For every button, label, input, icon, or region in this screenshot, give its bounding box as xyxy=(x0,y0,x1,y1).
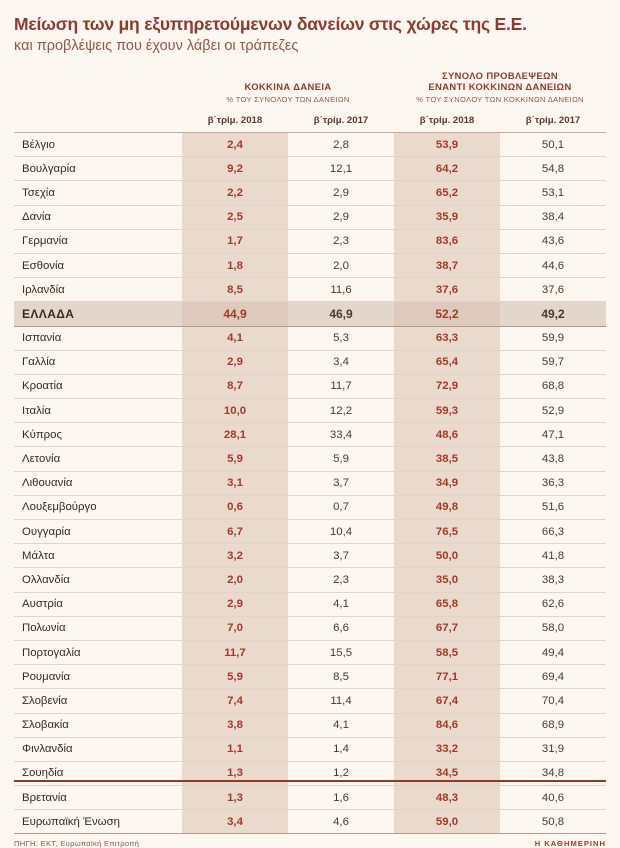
cell-prov-2017: 54,8 xyxy=(500,157,606,181)
cell-prov-2018: 49,8 xyxy=(394,495,500,519)
cell-npl-2017: 8,5 xyxy=(288,665,394,689)
cell-prov-2017: 52,9 xyxy=(500,399,606,423)
cell-npl-2018: 2,2 xyxy=(182,181,288,205)
cell-prov-2017: 59,7 xyxy=(500,350,606,374)
group-title-npl: ΚΟΚΚΙΝΑ ΔΑΝΕΙΑ xyxy=(244,81,332,93)
cell-prov-2018: 67,4 xyxy=(394,689,500,713)
column-header-prov-2018: β΄τρίμ. 2018 xyxy=(394,111,500,133)
cell-prov-2018: 33,2 xyxy=(394,737,500,761)
cell-npl-2018: 4,1 xyxy=(182,326,288,350)
cell-country: Σλοβενία xyxy=(14,689,182,713)
cell-prov-2017: 70,4 xyxy=(500,689,606,713)
group-header-row xyxy=(14,62,606,112)
cell-prov-2017: 53,1 xyxy=(500,181,606,205)
cell-country: Λουξεμβούργο xyxy=(14,495,182,519)
cell-prov-2017: 51,6 xyxy=(500,495,606,519)
cell-npl-2017: 4,6 xyxy=(288,810,394,834)
cell-country: Ευρωπαϊκή Ένωση xyxy=(14,810,182,834)
cell-prov-2017: 40,6 xyxy=(500,786,606,810)
cell-prov-2017: 68,8 xyxy=(500,374,606,398)
cell-npl-2017: 2,3 xyxy=(288,229,394,253)
cell-prov-2018: 72,9 xyxy=(394,374,500,398)
group-subtitle-provisions: % ΤΟΥ ΣΥΝΟΛΟΥ ΤΩΝ ΚΟΚΚΙΝΩΝ ΔΑΝΕΙΩΝ xyxy=(416,95,584,105)
cell-npl-2017: 6,6 xyxy=(288,616,394,640)
table-row xyxy=(14,302,606,326)
cell-npl-2017: 33,4 xyxy=(288,423,394,447)
table-row xyxy=(14,350,606,374)
cell-prov-2018: 37,6 xyxy=(394,278,500,302)
table-row xyxy=(14,810,606,834)
table-row xyxy=(14,640,606,664)
cell-npl-2017: 4,1 xyxy=(288,713,394,737)
cell-npl-2017: 3,7 xyxy=(288,471,394,495)
cell-country: Εσθονία xyxy=(14,253,182,277)
bottom-rule xyxy=(14,780,606,782)
cell-prov-2018: 35,0 xyxy=(394,568,500,592)
cell-prov-2018: 35,9 xyxy=(394,205,500,229)
brand-label: Η ΚΑΘΗΜΕΡΙΝΗ xyxy=(534,839,606,848)
cell-prov-2018: 53,9 xyxy=(394,133,500,157)
cell-npl-2018: 28,1 xyxy=(182,423,288,447)
cell-prov-2018: 34,9 xyxy=(394,471,500,495)
table-row xyxy=(14,205,606,229)
column-header-prov-2017: β΄τρίμ. 2017 xyxy=(500,111,606,133)
cell-prov-2018: 64,2 xyxy=(394,157,500,181)
cell-npl-2017: 2,3 xyxy=(288,568,394,592)
cell-prov-2017: 41,8 xyxy=(500,544,606,568)
cell-prov-2017: 43,8 xyxy=(500,447,606,471)
table-row xyxy=(14,423,606,447)
table-row xyxy=(14,471,606,495)
cell-prov-2018: 59,0 xyxy=(394,810,500,834)
table-row xyxy=(14,520,606,544)
cell-country: Σουηδία xyxy=(14,761,182,785)
table-row xyxy=(14,737,606,761)
cell-npl-2017: 2,0 xyxy=(288,253,394,277)
column-header-npl-2018: β΄τρίμ. 2018 xyxy=(182,111,288,133)
table-row xyxy=(14,689,606,713)
cell-npl-2017: 10,4 xyxy=(288,520,394,544)
table-row xyxy=(14,326,606,350)
cell-prov-2017: 38,4 xyxy=(500,205,606,229)
cell-country: Γερμανία xyxy=(14,229,182,253)
cell-npl-2017: 1,4 xyxy=(288,737,394,761)
cell-prov-2018: 34,5 xyxy=(394,761,500,785)
cell-prov-2018: 59,3 xyxy=(394,399,500,423)
group-title-provisions-line2: ΕΝΑΝΤΙ ΚΟΚΚΙΝΩΝ ΔΑΝΕΙΩΝ xyxy=(428,81,572,93)
cell-npl-2018: 1,3 xyxy=(182,761,288,785)
cell-npl-2018: 8,5 xyxy=(182,278,288,302)
table-row xyxy=(14,544,606,568)
cell-npl-2018: 1,8 xyxy=(182,253,288,277)
cell-prov-2017: 49,2 xyxy=(500,302,606,326)
cell-prov-2017: 43,6 xyxy=(500,229,606,253)
cell-npl-2018: 1,1 xyxy=(182,737,288,761)
cell-prov-2018: 84,6 xyxy=(394,713,500,737)
cell-country: Ιταλία xyxy=(14,399,182,423)
cell-prov-2018: 83,6 xyxy=(394,229,500,253)
cell-npl-2017: 5,9 xyxy=(288,447,394,471)
cell-npl-2018: 11,7 xyxy=(182,640,288,664)
cell-npl-2017: 15,5 xyxy=(288,640,394,664)
table-row xyxy=(14,181,606,205)
cell-npl-2018: 7,4 xyxy=(182,689,288,713)
cell-prov-2018: 38,5 xyxy=(394,447,500,471)
cell-npl-2017: 12,2 xyxy=(288,399,394,423)
table-row xyxy=(14,665,606,689)
cell-prov-2017: 37,6 xyxy=(500,278,606,302)
cell-npl-2018: 2,0 xyxy=(182,568,288,592)
group-subtitle-npl: % ΤΟΥ ΣΥΝΟΛΟΥ ΤΩΝ ΔΑΝΕΙΩΝ xyxy=(226,95,350,105)
cell-prov-2017: 36,3 xyxy=(500,471,606,495)
cell-country: Λετονία xyxy=(14,447,182,471)
table-row xyxy=(14,229,606,253)
cell-npl-2017: 1,6 xyxy=(288,786,394,810)
cell-npl-2018: 44,9 xyxy=(182,302,288,326)
cell-prov-2017: 59,9 xyxy=(500,326,606,350)
cell-prov-2017: 34,8 xyxy=(500,761,606,785)
cell-npl-2018: 1,7 xyxy=(182,229,288,253)
cell-prov-2017: 31,9 xyxy=(500,737,606,761)
cell-prov-2018: 52,2 xyxy=(394,302,500,326)
group-title-provisions-line1: ΣΥΝΟΛΟ ΠΡΟΒΛΕΨΕΩΝ xyxy=(441,69,559,81)
page-subtitle: και προβλέψεις που έχουν λάβει οι τράπεζες xyxy=(14,38,299,55)
cell-npl-2017: 11,7 xyxy=(288,374,394,398)
cell-npl-2017: 5,3 xyxy=(288,326,394,350)
cell-prov-2017: 47,1 xyxy=(500,423,606,447)
table-row xyxy=(14,278,606,302)
cell-npl-2018: 3,2 xyxy=(182,544,288,568)
column-header-row xyxy=(14,111,606,133)
cell-npl-2017: 1,2 xyxy=(288,761,394,785)
cell-country: Βρετανία xyxy=(14,786,182,810)
cell-npl-2018: 1,3 xyxy=(182,786,288,810)
table-row xyxy=(14,157,606,181)
cell-country: Τσεχία xyxy=(14,181,182,205)
table-row xyxy=(14,495,606,519)
table-body xyxy=(14,133,606,834)
cell-country: Πορτογαλία xyxy=(14,640,182,664)
group-header-provisions xyxy=(394,62,606,112)
cell-prov-2018: 65,2 xyxy=(394,181,500,205)
cell-prov-2017: 68,9 xyxy=(500,713,606,737)
npl-table xyxy=(14,62,606,835)
source-note: ΠΗΓΗ: ΕΚΤ, Ευρωπαϊκή Επιτροπή xyxy=(14,839,140,848)
group-header-npl xyxy=(182,62,394,112)
cell-prov-2017: 49,4 xyxy=(500,640,606,664)
cell-prov-2017: 58,0 xyxy=(500,616,606,640)
cell-country: Κύπρος xyxy=(14,423,182,447)
table-row xyxy=(14,253,606,277)
table-header xyxy=(14,62,606,133)
page-title: Μείωση των μη εξυπηρετούμενων δανείων στις χώρες της Ε.Ε. xyxy=(14,14,527,34)
table-row xyxy=(14,568,606,592)
cell-prov-2017: 62,6 xyxy=(500,592,606,616)
cell-country: Μάλτα xyxy=(14,544,182,568)
cell-country: Λιθουανία xyxy=(14,471,182,495)
table-row xyxy=(14,399,606,423)
cell-npl-2018: 5,9 xyxy=(182,447,288,471)
cell-npl-2018: 0,6 xyxy=(182,495,288,519)
cell-prov-2018: 48,6 xyxy=(394,423,500,447)
group-header-spacer xyxy=(14,62,182,112)
cell-country: Γαλλία xyxy=(14,350,182,374)
cell-npl-2017: 2,9 xyxy=(288,181,394,205)
cell-npl-2018: 2,9 xyxy=(182,592,288,616)
cell-country: Δανία xyxy=(14,205,182,229)
column-header-npl-2017: β΄τρίμ. 2017 xyxy=(288,111,394,133)
table-row xyxy=(14,374,606,398)
cell-npl-2017: 3,4 xyxy=(288,350,394,374)
cell-npl-2017: 0,7 xyxy=(288,495,394,519)
table-row xyxy=(14,133,606,157)
footer xyxy=(14,834,606,848)
cell-prov-2018: 38,7 xyxy=(394,253,500,277)
cell-npl-2018: 3,1 xyxy=(182,471,288,495)
cell-country: Κροατία xyxy=(14,374,182,398)
cell-npl-2017: 11,6 xyxy=(288,278,394,302)
cell-country: Πολωνία xyxy=(14,616,182,640)
cell-npl-2017: 3,7 xyxy=(288,544,394,568)
cell-prov-2018: 65,4 xyxy=(394,350,500,374)
cell-prov-2017: 50,1 xyxy=(500,133,606,157)
cell-npl-2017: 12,1 xyxy=(288,157,394,181)
table-row xyxy=(14,713,606,737)
cell-npl-2018: 6,7 xyxy=(182,520,288,544)
table-row xyxy=(14,616,606,640)
cell-prov-2018: 77,1 xyxy=(394,665,500,689)
cell-npl-2018: 3,8 xyxy=(182,713,288,737)
cell-country: Σλοβακία xyxy=(14,713,182,737)
cell-country: Αυστρία xyxy=(14,592,182,616)
table-row xyxy=(14,786,606,810)
cell-prov-2018: 58,5 xyxy=(394,640,500,664)
cell-country: ΕΛΛΑΔΑ xyxy=(14,302,182,326)
cell-prov-2017: 44,6 xyxy=(500,253,606,277)
table-row xyxy=(14,447,606,471)
cell-npl-2017: 11,4 xyxy=(288,689,394,713)
cell-country: Βέλγιο xyxy=(14,133,182,157)
cell-prov-2018: 76,5 xyxy=(394,520,500,544)
cell-npl-2018: 7,0 xyxy=(182,616,288,640)
cell-npl-2018: 8,7 xyxy=(182,374,288,398)
cell-prov-2018: 48,3 xyxy=(394,786,500,810)
cell-country: Ιρλανδία xyxy=(14,278,182,302)
cell-prov-2017: 38,3 xyxy=(500,568,606,592)
cell-country: Βουλγαρία xyxy=(14,157,182,181)
cell-npl-2018: 2,9 xyxy=(182,350,288,374)
cell-prov-2017: 50,8 xyxy=(500,810,606,834)
cell-country: Φινλανδία xyxy=(14,737,182,761)
cell-country: Ολλανδία xyxy=(14,568,182,592)
cell-npl-2018: 2,4 xyxy=(182,133,288,157)
cell-prov-2017: 66,3 xyxy=(500,520,606,544)
cell-country: Ρουμανία xyxy=(14,665,182,689)
cell-country: Ισπανία xyxy=(14,326,182,350)
column-header-country xyxy=(14,111,182,133)
cell-npl-2018: 2,5 xyxy=(182,205,288,229)
cell-prov-2018: 67,7 xyxy=(394,616,500,640)
cell-npl-2017: 46,9 xyxy=(288,302,394,326)
cell-npl-2017: 2,9 xyxy=(288,205,394,229)
cell-prov-2018: 65,8 xyxy=(394,592,500,616)
cell-npl-2018: 9,2 xyxy=(182,157,288,181)
cell-prov-2018: 50,0 xyxy=(394,544,500,568)
cell-npl-2017: 2,8 xyxy=(288,133,394,157)
cell-npl-2017: 4,1 xyxy=(288,592,394,616)
cell-npl-2018: 3,4 xyxy=(182,810,288,834)
cell-npl-2018: 10,0 xyxy=(182,399,288,423)
cell-country: Ουγγαρία xyxy=(14,520,182,544)
cell-prov-2017: 69,4 xyxy=(500,665,606,689)
table-row xyxy=(14,592,606,616)
cell-npl-2018: 5,9 xyxy=(182,665,288,689)
cell-prov-2018: 63,3 xyxy=(394,326,500,350)
